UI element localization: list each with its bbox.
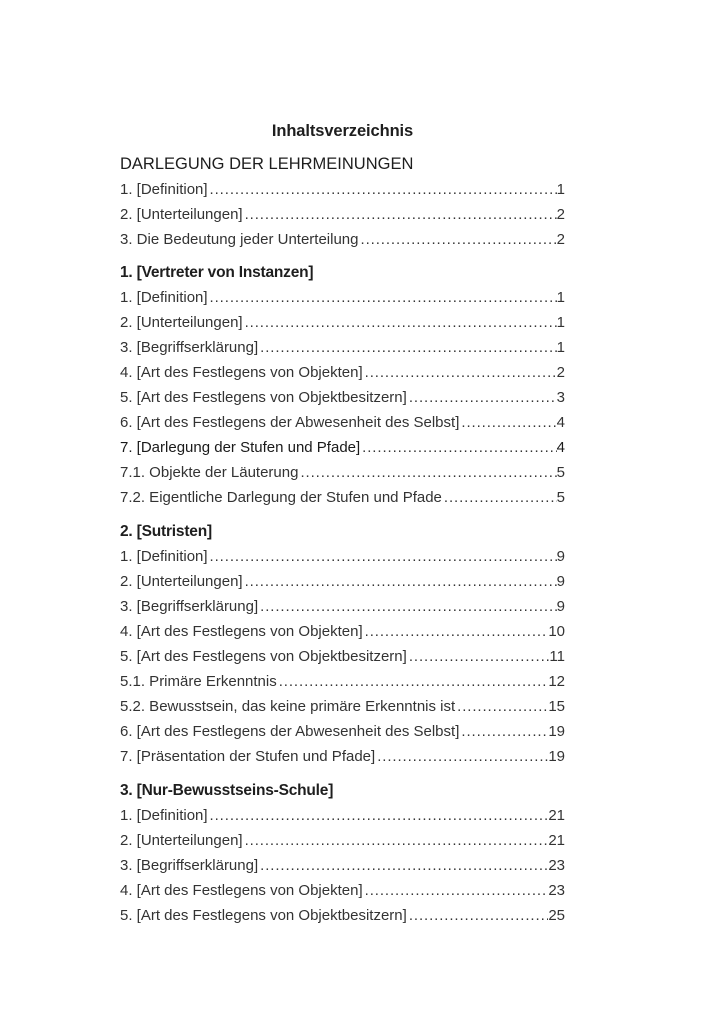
dot-leader: [461, 723, 548, 740]
entry-page-number: 4: [556, 414, 565, 431]
entry-page-number: 5: [556, 464, 565, 481]
entry-label: 6. [Art des Festlegens der Abwesenheit des Selbst]: [120, 723, 460, 740]
entry-page-number: 2: [556, 231, 565, 248]
entry-label: 5.1. Primäre Erkenntnis: [120, 673, 277, 690]
toc-entry[interactable]: [120, 489, 565, 511]
toc-entry[interactable]: [120, 673, 565, 695]
toc-entry[interactable]: [120, 414, 565, 436]
entry-label: 3. [Begriffserklärung]: [120, 857, 259, 874]
entry-label: 1. [Definition]: [120, 548, 208, 565]
entry-label: 7.2. Eigentliche Darlegung der Stufen und Pfade: [120, 489, 442, 506]
dot-leader: [365, 882, 549, 899]
dot-leader: [409, 389, 557, 406]
entry-page-number: 11: [549, 648, 565, 665]
entry-label: 6. [Art des Festlegens der Abwesenheit des Selbst]: [120, 414, 460, 431]
dot-leader: [260, 339, 557, 356]
dot-leader: [245, 314, 557, 331]
section-heading[interactable]: 1. [Vertreter von Instanzen]: [120, 264, 314, 281]
dot-leader: [461, 414, 556, 431]
toc-entry[interactable]: [120, 339, 565, 361]
entry-label: 2. [Unterteilungen]: [120, 832, 243, 849]
entry-page-number: 3: [556, 389, 565, 406]
entry-label: 1. [Definition]: [120, 289, 208, 306]
toc-entry[interactable]: [120, 857, 565, 879]
entry-page-number: 2: [556, 364, 565, 381]
toc-entry[interactable]: [120, 206, 565, 228]
dot-leader: [361, 231, 557, 248]
toc-entry[interactable]: [120, 623, 565, 645]
toc-title: Inhaltsverzeichnis: [271, 122, 414, 140]
dot-leader: [457, 698, 548, 715]
toc-entry[interactable]: [120, 598, 565, 620]
toc-entry[interactable]: [120, 364, 565, 386]
entry-label: 4. [Art des Festlegens von Objekten]: [120, 623, 363, 640]
toc-entry[interactable]: [120, 698, 565, 720]
entry-label: 2. [Unterteilungen]: [120, 573, 243, 590]
entry-page-number: 12: [548, 673, 565, 690]
dot-leader: [300, 464, 556, 481]
entry-label: 2. [Unterteilungen]: [120, 314, 243, 331]
toc-entry[interactable]: [120, 573, 565, 595]
toc-entry[interactable]: [120, 832, 565, 854]
entry-label: 5.2. Bewusstsein, das keine primäre Erkenntnis ist: [120, 698, 456, 715]
entry-label: 1. [Definition]: [120, 807, 208, 824]
toc-entry[interactable]: [120, 648, 565, 670]
entry-label: 4. [Art des Festlegens von Objekten]: [120, 882, 363, 899]
toc-entry[interactable]: [120, 464, 565, 486]
entry-page-number: 21: [548, 832, 565, 849]
dot-leader: [260, 598, 557, 615]
entry-page-number: 2: [556, 206, 565, 223]
entry-page-number: 23: [548, 882, 565, 899]
entry-label: 5. [Art des Festlegens von Objektbesitzern]: [120, 907, 407, 924]
toc-entry[interactable]: [120, 723, 565, 745]
dot-leader: [210, 807, 549, 824]
toc-entry[interactable]: [120, 882, 565, 904]
dot-leader: [210, 289, 557, 306]
entry-page-number: 10: [548, 623, 565, 640]
dot-leader: [444, 489, 557, 506]
dot-leader: [245, 832, 549, 849]
entry-label: 3. [Begriffserklärung]: [120, 598, 259, 615]
entry-page-number: 9: [556, 573, 565, 590]
entry-page-number: 1: [556, 314, 565, 331]
toc-entry[interactable]: [120, 548, 565, 570]
entry-page-number: 19: [548, 723, 565, 740]
entry-page-number: 9: [556, 598, 565, 615]
toc-entry[interactable]: [120, 231, 565, 253]
dot-leader: [260, 857, 548, 874]
entry-label: 7. [Darlegung der Stufen und Pfade]: [120, 439, 361, 456]
dot-leader: [279, 673, 549, 690]
dot-leader: [365, 623, 549, 640]
dot-leader: [210, 548, 557, 565]
toc-entry[interactable]: [120, 907, 565, 929]
entry-page-number: 15: [548, 698, 565, 715]
dot-leader: [365, 364, 557, 381]
dot-leader: [409, 648, 550, 665]
dot-leader: [210, 181, 557, 198]
section-heading[interactable]: 3. [Nur-Bewusstseins-Schule]: [120, 782, 334, 799]
entry-label: 5. [Art des Festlegens von Objektbesitzern]: [120, 389, 407, 406]
dot-leader: [362, 439, 556, 456]
toc-entry[interactable]: [120, 439, 565, 461]
entry-page-number: 25: [548, 907, 565, 924]
entry-label: 7. [Präsentation der Stufen und Pfade]: [120, 748, 376, 765]
entry-page-number: 23: [548, 857, 565, 874]
toc-entry[interactable]: [120, 389, 565, 411]
toc-entry[interactable]: [120, 289, 565, 311]
toc-entry[interactable]: [120, 748, 565, 770]
section-heading[interactable]: 2. [Sutristen]: [120, 523, 212, 540]
entry-label: 5. [Art des Festlegens von Objektbesitzern]: [120, 648, 407, 665]
entry-page-number: 1: [556, 339, 565, 356]
toc-entry[interactable]: [120, 807, 565, 829]
entry-page-number: 21: [548, 807, 565, 824]
dot-leader: [409, 907, 549, 924]
entry-label: 4. [Art des Festlegens von Objekten]: [120, 364, 363, 381]
entry-page-number: 1: [556, 289, 565, 306]
entry-page-number: 5: [556, 489, 565, 506]
toc-entry[interactable]: [120, 314, 565, 336]
entry-label: 3. [Begriffserklärung]: [120, 339, 259, 356]
entry-page-number: 19: [548, 748, 565, 765]
entry-page-number: 4: [556, 439, 565, 456]
entry-label: 2. [Unterteilungen]: [120, 206, 243, 223]
main-heading: DARLEGUNG DER LEHRMEINUNGEN: [120, 155, 414, 173]
dot-leader: [377, 748, 548, 765]
entry-label: 1. [Definition]: [120, 181, 208, 198]
entry-label: 3. Die Bedeutung jeder Unterteilung: [120, 231, 359, 248]
dot-leader: [245, 206, 557, 223]
entry-label: 7.1. Objekte der Läuterung: [120, 464, 299, 481]
toc-entry[interactable]: [120, 181, 565, 203]
dot-leader: [245, 573, 557, 590]
entry-page-number: 1: [556, 181, 565, 198]
entry-page-number: 9: [556, 548, 565, 565]
